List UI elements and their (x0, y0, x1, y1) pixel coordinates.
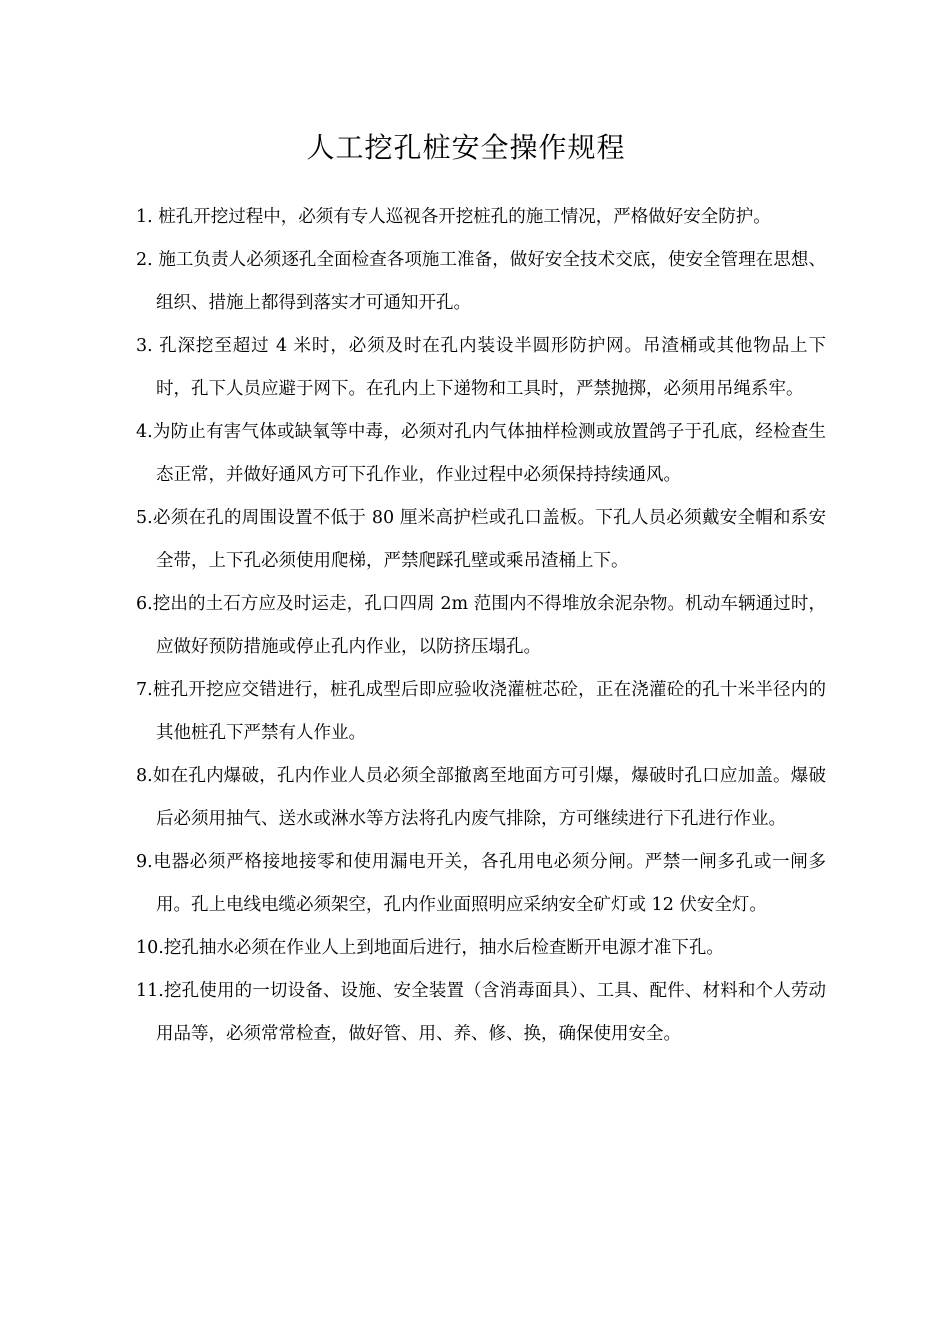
rule-item-2: 2. 施工负责人必须逐孔全面检查各项施工准备，做好安全技术交底，使安全管理在思想、组织、措施上都得到落实才可通知开孔。 (136, 250, 826, 313)
rule-item-11: 11.挖孔使用的一切设备、设施、安全装置（含消毒面具）、工具、配件、材料和个人劳动用品等，必须常常检查，做好管、用、养、修、换，确保使用安全。 (136, 981, 826, 1044)
rule-item-10: 10.挖孔抽水必须在作业人上到地面后进行，抽水后检查断开电源才准下孔。 (136, 938, 724, 958)
rule-item-6: 6.挖出的土石方应及时运走，孔口四周 2m 范围内不得堆放余泥杂物。机动车辆通过时，应做好预防措施或停止孔内作业，以防挤压塌孔。 (136, 594, 826, 657)
rule-item-3: 3. 孔深挖至超过 4 米时，必须及时在孔内装设半圆形防护网。吊渣桶或其他物品上下时，孔下人员应避于网下。在孔内上下递物和工具时，严禁抛掷，必须用吊绳系牢。 (136, 336, 826, 399)
rule-item-1: 1. 桩孔开挖过程中，必须有专人巡视各开挖桩孔的施工情况，严格做好安全防护。 (136, 207, 771, 227)
rules-list (136, 196, 826, 1056)
rule-item-9: 9.电器必须严格接地接零和使用漏电开关，各孔用电必须分闸。严禁一闸多孔或一闸多用。孔上电线电缆必须架空，孔内作业面照明应采纳安全矿灯或 12 伏安全灯。 (136, 852, 826, 915)
rule-item-4: 4.为防止有害气体或缺氧等中毒，必须对孔内气体抽样检测或放置鸽子于孔底，经检查生态正常，并做好通风方可下孔作业，作业过程中必须保持持续通风。 (136, 422, 826, 485)
document-title: 人工挖孔桩安全操作规程 (306, 131, 626, 164)
rule-item-5: 5.必须在孔的周围设置不低于 80 厘米高护栏或孔口盖板。下孔人员必须戴安全帽和系安全带，上下孔必须使用爬梯，严禁爬踩孔壁或乘吊渣桶上下。 (136, 508, 826, 571)
rule-item-8: 8.如在孔内爆破，孔内作业人员必须全部撤离至地面方可引爆，爆破时孔口应加盖。爆破后必须用抽气、送水或淋水等方法将孔内废气排除，方可继续进行下孔进行作业。 (136, 766, 826, 829)
rule-item-7: 7.桩孔开挖应交错进行，桩孔成型后即应验收浇灌桩芯砼，正在浇灌砼的孔十米半径内的其他桩孔下严禁有人作业。 (136, 680, 826, 743)
